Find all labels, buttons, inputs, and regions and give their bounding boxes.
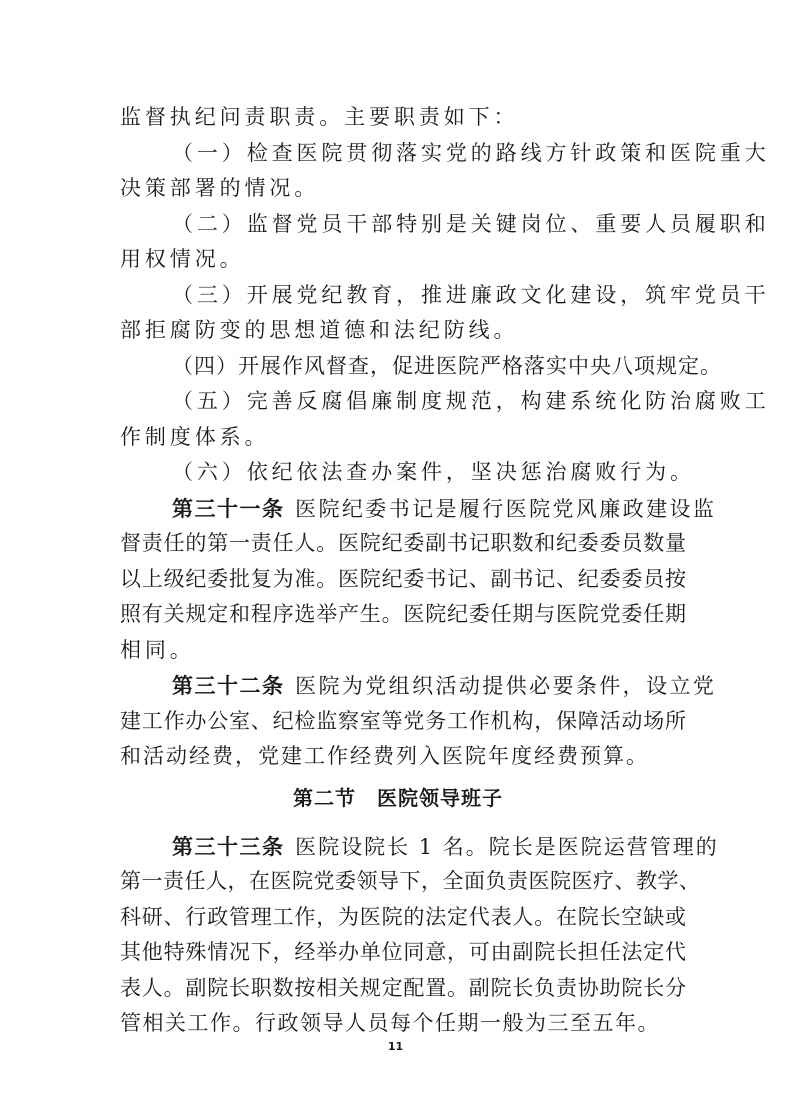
article-label: 第三十一条: [172, 495, 285, 521]
text-line: 以上级纪委批复为准。医院纪委书记、副书记、纪委委员按: [120, 566, 687, 591]
list-item-2: （二）监督党员干部特别是关键岗位、重要人员履职和: [172, 211, 770, 236]
text-line: 用权情况。: [120, 247, 245, 271]
section-heading: 第二节 医院领导班子: [293, 785, 503, 810]
text-line: 部拒腐防变的思想道德和法纪防线。: [120, 318, 519, 342]
article-text: 医院为党组织活动提供必要条件，设立党: [295, 674, 717, 698]
list-item-1: （一）检查医院贯彻落实党的路线方针政策和医院重大: [172, 140, 770, 165]
article-label: 第三十二条: [172, 673, 285, 698]
article-31: [120, 491, 717, 527]
text-line: 督责任的第一责任人。医院纪委副书记职数和纪委委员数量: [120, 531, 687, 555]
text-line: 作制度体系。: [120, 424, 270, 449]
list-item-6: （六）依纪依法查办案件，坚决惩治腐败行为。: [172, 460, 695, 484]
list-item-5: （五）完善反腐倡廉制度规范，构建系统化防治腐败工: [172, 389, 770, 413]
text-line: 建工作办公室、纪检监察室等党务工作机构，保障活动场所: [120, 708, 687, 733]
text-line: 科研、行政管理工作，为医院的法定代表人。在院长空缺或: [120, 904, 687, 929]
list-item-4: （四）开展作风督查，促进医院严格落实中央八项规定。: [172, 353, 722, 378]
text-line: 管相关工作。行政领导人员每个任期一般为三至五年。: [120, 1011, 660, 1035]
article-33: [120, 829, 719, 865]
text-line: 相同。: [120, 637, 195, 662]
text-line: 决策部署的情况。: [120, 176, 320, 200]
article-text: 医院设院长 1 名。院长是医院运营管理的: [295, 834, 719, 859]
text-line: 和活动经费，党建工作经费列入医院年度经费预算。: [120, 744, 649, 768]
text-line: 其他特殊情况下，经举办单位同意，可由副院长担任法定代: [120, 940, 687, 964]
article-32: [120, 668, 717, 704]
list-item-3: （三）开展党纪教育，推进廉政文化建设，筑牢党员干: [172, 282, 770, 307]
article-label: 第三十三条: [172, 833, 285, 859]
text-line: 监督执纪问责职责。主要职责如下：: [120, 105, 519, 129]
page-number: 11: [387, 1040, 404, 1053]
text-line: 照有关规定和程序选举产生。医院纪委任期与医院党委任期: [120, 602, 687, 626]
article-text: 医院纪委书记是履行医院党风廉政建设监: [295, 496, 717, 521]
text-line: 表人。副院长职数按相关规定配置。副院长负责协助院长分: [120, 975, 687, 1000]
text-line: 第一责任人，在医院党委领导下，全面负责医院医疗、教学、: [120, 869, 701, 893]
body-text: [120, 100, 770, 1042]
